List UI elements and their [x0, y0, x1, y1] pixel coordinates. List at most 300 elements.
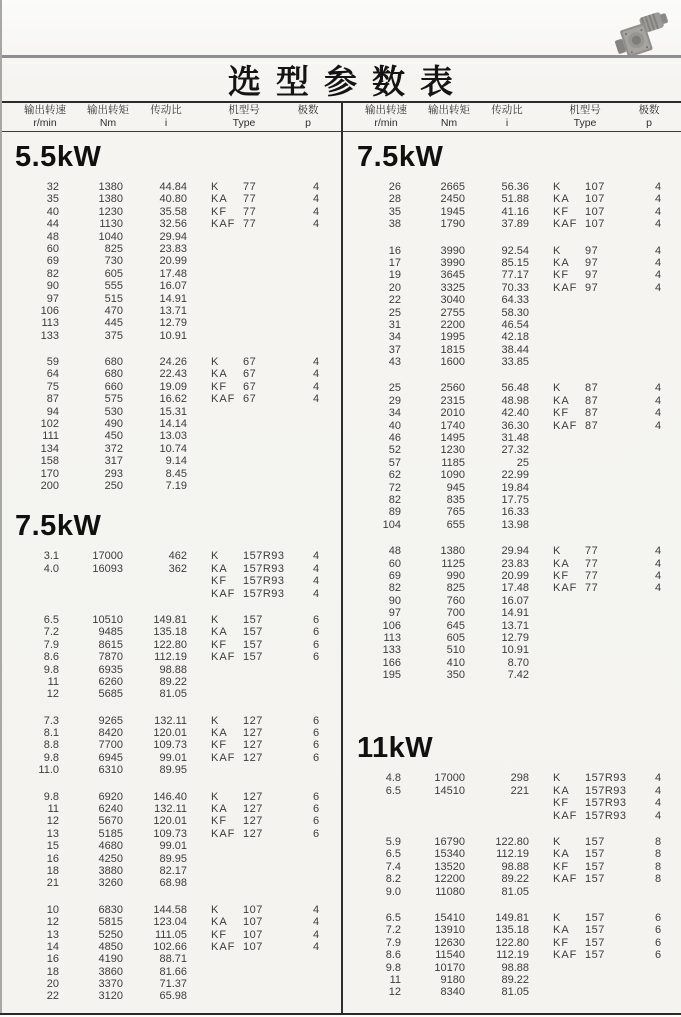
ratio-value: 89.22 — [159, 675, 187, 688]
col-header-model-type — [228, 104, 260, 130]
poles-value — [305, 330, 327, 342]
table-row — [343, 785, 681, 797]
output-speed-value: 134 — [40, 442, 59, 455]
ratio-value: 20.99 — [501, 569, 529, 582]
table-row — [343, 457, 681, 469]
col-header-cn: 极数 — [638, 104, 660, 116]
data-block — [1, 904, 341, 1003]
type-prefix: KF — [553, 407, 570, 420]
ratio-value: 9.14 — [165, 455, 187, 468]
output-torque-value: 1790 — [440, 218, 465, 231]
poles-value — [647, 506, 669, 518]
table-row — [1, 280, 341, 292]
type-prefix — [529, 519, 585, 531]
output-torque-value: 3260 — [98, 877, 123, 890]
output-torque-value: 490 — [104, 418, 123, 431]
type-size: 107 — [585, 181, 605, 193]
type-size — [243, 330, 305, 342]
table-row — [343, 432, 681, 444]
type-size: 157R93 — [243, 575, 285, 588]
col-header-cn: 输出转速 — [365, 104, 407, 116]
poles-value: 4 — [654, 181, 662, 193]
ratio-value: 89.95 — [159, 852, 187, 865]
col-header-ratio — [491, 104, 523, 130]
data-block — [1, 715, 341, 777]
ratio-value: 89.22 — [501, 873, 529, 886]
poles-value — [305, 418, 327, 430]
poles-value: 6 — [312, 815, 320, 828]
table-row — [1, 575, 341, 587]
table-row — [343, 657, 681, 669]
poles-value: 6 — [654, 924, 662, 937]
output-torque-value: 835 — [446, 493, 465, 506]
type-prefix: KAF — [211, 827, 236, 840]
poles-value — [305, 268, 327, 280]
output-torque-value: 645 — [446, 619, 465, 632]
ratio-value: 27.32 — [501, 444, 529, 457]
output-torque-value: 3040 — [440, 294, 465, 307]
table-row — [343, 519, 681, 531]
type-prefix: KF — [211, 380, 228, 393]
type-size — [585, 331, 647, 343]
table-row — [1, 978, 341, 990]
table-row — [1, 430, 341, 442]
type-size: 157 — [243, 651, 263, 664]
output-speed-value: 21 — [46, 877, 59, 890]
output-speed-value: 6.5 — [385, 784, 401, 797]
table-row — [1, 243, 341, 255]
col-header-unit: p — [305, 117, 311, 129]
type-prefix — [187, 990, 243, 1002]
ratio-value: 98.88 — [159, 663, 187, 676]
table-row — [343, 356, 681, 368]
output-torque-value: 13910 — [434, 924, 465, 937]
table-row — [1, 664, 341, 676]
table-row — [343, 331, 681, 343]
poles-value: 4 — [312, 928, 320, 941]
output-torque-value: 680 — [104, 356, 123, 369]
output-torque-value: 825 — [446, 582, 465, 595]
output-speed-value: 3.1 — [43, 550, 59, 563]
type-size — [243, 480, 305, 492]
table-row — [1, 953, 341, 965]
output-speed-value: 158 — [40, 455, 59, 468]
ratio-value: 16.07 — [501, 594, 529, 607]
type-size — [243, 468, 305, 480]
ratio-value: 12.79 — [159, 317, 187, 330]
table-row — [1, 193, 341, 205]
output-torque-value: 825 — [104, 242, 123, 255]
output-speed-value: 62 — [388, 469, 401, 482]
output-speed-value: 12 — [46, 688, 59, 701]
ratio-value: 298 — [510, 772, 529, 785]
output-torque-value: 17000 — [92, 550, 123, 563]
poles-value — [647, 457, 669, 469]
ratio-value: 109.73 — [153, 739, 187, 752]
output-speed-value: 8.1 — [43, 727, 59, 740]
output-speed-value: 10 — [46, 903, 59, 916]
output-torque-value: 5250 — [98, 928, 123, 941]
output-torque-value: 6945 — [98, 751, 123, 764]
output-speed-value: 195 — [382, 669, 401, 682]
ratio-value: 146.40 — [153, 790, 187, 803]
table-row — [343, 181, 681, 193]
type-prefix — [187, 293, 243, 305]
type-size — [243, 953, 305, 965]
table-row — [1, 815, 341, 827]
output-speed-value: 13 — [46, 928, 59, 941]
output-torque-value: 945 — [446, 481, 465, 494]
output-torque-value: 6260 — [98, 675, 123, 688]
table-row — [343, 407, 681, 419]
output-speed-value: 75 — [46, 380, 59, 393]
type-prefix: KAF — [553, 419, 578, 432]
poles-value: 4 — [312, 218, 320, 231]
type-prefix — [529, 457, 585, 469]
data-block — [343, 772, 681, 822]
table-row — [343, 886, 681, 898]
output-torque-value: 10510 — [92, 613, 123, 626]
output-speed-value: 8.6 — [43, 651, 59, 664]
poles-value: 6 — [312, 739, 320, 752]
output-torque-value: 6920 — [98, 790, 123, 803]
type-prefix: KA — [211, 193, 228, 206]
output-torque-value: 5685 — [98, 688, 123, 701]
type-size — [585, 432, 647, 444]
output-speed-value: 7.2 — [43, 626, 59, 639]
ratio-value: 56.36 — [501, 181, 529, 193]
poles-value: 8 — [654, 873, 662, 886]
col-header-output-torque — [428, 104, 470, 130]
table-row — [1, 330, 341, 342]
output-speed-value: 9.8 — [43, 790, 59, 803]
data-block — [1, 181, 341, 342]
ratio-value — [123, 588, 187, 600]
ratio-value: 68.98 — [159, 877, 187, 890]
ratio-value: 111.05 — [154, 928, 187, 941]
output-speed-value: 7.9 — [43, 638, 59, 651]
output-torque-value: 4190 — [98, 953, 123, 966]
output-speed-value: 16 — [46, 953, 59, 966]
output-speed-value: 12 — [46, 916, 59, 929]
poles-value: 4 — [654, 582, 662, 595]
col-header-unit: Nm — [99, 117, 117, 129]
table-row — [1, 828, 341, 840]
output-torque-value: 660 — [104, 380, 123, 393]
type-size — [585, 632, 647, 644]
table-row — [343, 669, 681, 681]
ratio-value: 40.80 — [159, 193, 187, 206]
output-speed-value — [343, 797, 401, 809]
type-prefix — [529, 494, 585, 506]
power-section — [1, 511, 341, 1003]
table-row — [343, 444, 681, 456]
type-size: 107 — [585, 205, 605, 218]
type-size: 97 — [585, 281, 599, 294]
type-prefix — [187, 280, 243, 292]
output-torque-value: 5815 — [98, 916, 123, 929]
type-size — [243, 990, 305, 1002]
output-torque-value: 7700 — [98, 739, 123, 752]
type-prefix — [529, 962, 585, 974]
poles-value: 6 — [312, 727, 320, 740]
output-speed-value: 82 — [46, 267, 59, 280]
type-size — [243, 293, 305, 305]
data-block — [343, 912, 681, 999]
ratio-value: 89.95 — [159, 764, 187, 777]
output-speed-value: 19 — [388, 269, 401, 282]
poles-value — [647, 986, 669, 998]
table-row — [343, 924, 681, 936]
table-row — [1, 990, 341, 1002]
table-row — [1, 877, 341, 889]
type-size — [243, 877, 305, 889]
type-size — [243, 280, 305, 292]
ratio-value: 120.01 — [153, 815, 187, 828]
poles-value: 4 — [654, 205, 662, 218]
type-size: 157 — [585, 936, 605, 949]
table-row — [1, 966, 341, 978]
output-speed-value: 6.5 — [385, 911, 401, 924]
table-row — [343, 582, 681, 594]
type-size — [243, 840, 305, 852]
type-prefix: K — [211, 181, 220, 193]
table-row — [1, 455, 341, 467]
poles-value: 4 — [654, 809, 662, 822]
type-size: 127 — [243, 803, 263, 816]
output-torque-value: 655 — [446, 518, 465, 531]
col-header-unit: Type — [573, 117, 597, 129]
ratio-value: 149.81 — [153, 613, 187, 626]
ratio-value: 122.80 — [495, 936, 529, 949]
type-prefix — [529, 307, 585, 319]
output-torque-value: 5670 — [98, 815, 123, 828]
type-prefix — [529, 482, 585, 494]
output-speed-value: 6.5 — [385, 848, 401, 861]
output-torque-value: 1380 — [98, 193, 123, 206]
output-speed-value: 166 — [382, 656, 401, 669]
poles-value: 4 — [654, 269, 662, 282]
ratio-value: 123.04 — [153, 916, 187, 929]
output-torque-value: 470 — [104, 304, 123, 317]
type-size — [243, 978, 305, 990]
ratio-value: 33.85 — [501, 356, 529, 369]
ratio-value: 135.18 — [153, 626, 187, 639]
output-speed-value: 5.9 — [385, 836, 401, 849]
table-row — [343, 974, 681, 986]
type-prefix — [529, 432, 585, 444]
ratio-value: 82.17 — [159, 864, 187, 877]
output-torque-value: 700 — [446, 607, 465, 620]
col-header-unit: Type — [232, 117, 256, 129]
table-row — [1, 356, 341, 368]
output-speed-value: 9.8 — [43, 663, 59, 676]
output-torque-value: 6935 — [98, 663, 123, 676]
type-prefix — [529, 986, 585, 998]
ratio-value: 12.79 — [501, 631, 529, 644]
output-speed-value: 11 — [47, 675, 59, 688]
type-size: 107 — [243, 916, 263, 929]
type-size: 157R93 — [243, 550, 285, 563]
power-section — [1, 142, 341, 492]
type-size: 157R93 — [585, 772, 627, 785]
output-speed-value: 82 — [388, 493, 401, 506]
poles-value — [647, 644, 669, 656]
ratio-value: 35.58 — [159, 205, 187, 218]
poles-value — [305, 430, 327, 442]
table-row — [1, 418, 341, 430]
col-header-unit: i — [505, 117, 509, 129]
type-size: 107 — [243, 940, 263, 953]
col-header-unit: r/min — [374, 117, 398, 129]
output-torque-value: 250 — [104, 479, 123, 492]
output-torque-value: 7870 — [98, 651, 123, 664]
type-prefix: KA — [553, 256, 570, 269]
table-row — [343, 949, 681, 961]
type-size: 107 — [243, 928, 263, 941]
type-prefix — [187, 480, 243, 492]
section-title: 7.5kW — [15, 510, 102, 543]
poles-value — [305, 764, 327, 776]
poles-value: 4 — [312, 940, 320, 953]
output-speed-value: 113 — [41, 317, 59, 330]
type-size — [585, 620, 647, 632]
type-prefix — [187, 953, 243, 965]
type-prefix — [187, 865, 243, 877]
type-prefix — [529, 974, 585, 986]
ratio-value: 42.40 — [501, 407, 529, 420]
output-torque-value — [59, 588, 123, 600]
col-header-output-speed — [365, 104, 407, 130]
type-prefix: KA — [553, 394, 570, 407]
type-prefix: K — [553, 244, 562, 257]
table-row — [1, 853, 341, 865]
type-prefix: K — [553, 181, 562, 193]
poles-value: 6 — [654, 911, 662, 924]
output-speed-value: 90 — [46, 280, 59, 293]
poles-value — [305, 468, 327, 480]
type-prefix: KAF — [211, 751, 236, 764]
type-prefix — [187, 966, 243, 978]
table-row — [1, 406, 341, 418]
poles-value: 4 — [312, 562, 320, 575]
ratio-value: 149.81 — [495, 911, 529, 924]
poles-value: 6 — [312, 638, 320, 651]
type-size: 127 — [243, 714, 263, 727]
table-row — [1, 181, 341, 193]
type-prefix — [187, 443, 243, 455]
col-header-unit: Nm — [440, 117, 458, 129]
ratio-value: 23.83 — [159, 242, 187, 255]
output-speed-value: 102 — [40, 418, 59, 431]
output-speed-value: 111 — [42, 430, 59, 443]
col-header-unit: r/min — [33, 117, 57, 129]
col-header-unit: p — [646, 117, 652, 129]
output-speed-value: 20 — [388, 281, 401, 294]
poles-value: 8 — [654, 848, 662, 861]
type-prefix: KF — [211, 575, 228, 588]
power-section — [343, 142, 681, 681]
ratio-value — [465, 810, 529, 822]
ratio-value: 38.44 — [501, 343, 529, 356]
type-prefix — [529, 669, 585, 681]
ratio-value: 19.09 — [159, 380, 187, 393]
table-row — [1, 676, 341, 688]
type-prefix: KAF — [211, 587, 236, 600]
output-torque-value: 3325 — [440, 281, 465, 294]
output-torque-value: 1185 — [441, 456, 465, 469]
output-torque-value: 4680 — [98, 840, 123, 853]
output-torque-value: 14510 — [434, 784, 465, 797]
type-prefix: KAF — [211, 393, 236, 406]
poles-value — [647, 886, 669, 898]
ratio-value: 15.31 — [159, 405, 187, 418]
type-prefix — [187, 418, 243, 430]
type-size — [585, 986, 647, 998]
type-prefix — [529, 607, 585, 619]
output-torque-value: 317 — [104, 455, 123, 468]
type-size: 77 — [585, 557, 599, 570]
data-block — [343, 181, 681, 231]
type-prefix: K — [211, 613, 220, 626]
type-size — [585, 519, 647, 531]
poles-value: 4 — [312, 903, 320, 916]
table-row — [343, 319, 681, 331]
col-header-cn: 输出转矩 — [428, 104, 470, 116]
ratio-value: 16.07 — [159, 280, 187, 293]
type-prefix — [529, 344, 585, 356]
output-speed-value: 8.8 — [43, 739, 59, 752]
table-row — [343, 282, 681, 294]
type-prefix: KF — [211, 739, 228, 752]
poles-value: 4 — [654, 545, 662, 558]
output-torque-value: 445 — [104, 317, 123, 330]
output-torque-value: 16093 — [92, 562, 123, 575]
type-prefix — [187, 268, 243, 280]
output-torque-value: 293 — [104, 467, 123, 480]
output-speed-value: 104 — [382, 518, 401, 531]
ratio-value: 46.54 — [501, 318, 529, 331]
output-speed-value: 40 — [388, 419, 401, 432]
type-size: 157 — [585, 911, 605, 924]
output-torque-value: 372 — [104, 442, 123, 455]
output-torque-value: 1090 — [440, 469, 465, 482]
ratio-value: 81.05 — [159, 688, 187, 701]
ratio-value: 362 — [168, 562, 187, 575]
poles-value — [305, 966, 327, 978]
output-speed-value: 9.0 — [385, 885, 401, 898]
output-torque-value: 9180 — [440, 973, 465, 986]
poles-value: 4 — [312, 550, 320, 563]
poles-value — [647, 974, 669, 986]
type-size: 157 — [585, 949, 605, 962]
ratio-value: 102.66 — [153, 940, 187, 953]
type-size: 127 — [243, 751, 263, 764]
poles-value — [647, 344, 669, 356]
table-row — [1, 865, 341, 877]
type-prefix — [529, 319, 585, 331]
type-prefix — [529, 595, 585, 607]
output-speed-value: 16 — [388, 244, 401, 257]
table-row — [343, 545, 681, 557]
output-speed-value: 11 — [47, 803, 59, 816]
type-size: 77 — [585, 569, 599, 582]
output-torque-value: 3990 — [440, 244, 465, 257]
type-prefix — [187, 877, 243, 889]
poles-value — [305, 231, 327, 243]
output-torque-value: 510 — [446, 644, 465, 657]
type-prefix — [187, 764, 243, 776]
